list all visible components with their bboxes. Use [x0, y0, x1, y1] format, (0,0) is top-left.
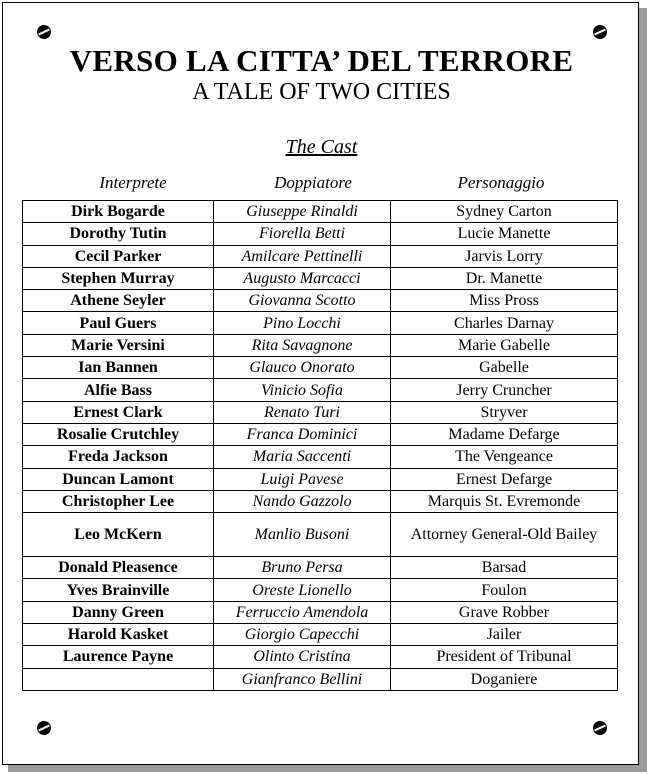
screw-icon	[37, 721, 51, 735]
cast-table	[22, 200, 618, 691]
cell-actor: Athene Seyler	[23, 290, 214, 312]
table-row	[23, 557, 618, 579]
table-row	[23, 267, 618, 289]
cell-actor: Cecil Parker	[23, 245, 214, 267]
table-row	[23, 646, 618, 668]
cell-actor: Ernest Clark	[23, 401, 214, 423]
screw-icon	[593, 25, 607, 39]
cell-actor: Dirk Bogarde	[23, 201, 214, 223]
cell-character: Jailer	[391, 624, 618, 646]
cell-actor: Donald Pleasence	[23, 557, 214, 579]
cell-character: Gabelle	[391, 357, 618, 379]
cell-character: Dr. Manette	[391, 267, 618, 289]
cell-dubber: Luigi Pavese	[214, 468, 391, 490]
column-header-dubber: Doppiatore	[274, 173, 352, 192]
column-header-actor: Interprete	[99, 173, 167, 192]
table-row	[23, 668, 618, 690]
table-row	[23, 446, 618, 468]
column-header-character: Personaggio	[457, 173, 545, 192]
table-row	[23, 423, 618, 445]
table-row	[23, 490, 618, 512]
cell-character: Jerry Cruncher	[391, 379, 618, 401]
table-row	[23, 601, 618, 623]
cell-dubber: Amilcare Pettinelli	[214, 245, 391, 267]
cell-character: Charles Darnay	[391, 312, 618, 334]
cell-character: Marie Gabelle	[391, 334, 618, 356]
table-row	[23, 624, 618, 646]
cell-character: Ernest Defarge	[391, 468, 618, 490]
cell-character: Barsad	[391, 557, 618, 579]
table-row	[23, 401, 618, 423]
cell-actor: Ian Bannen	[23, 357, 214, 379]
cell-actor: Yves Brainville	[23, 579, 214, 601]
cell-actor: Duncan Lamont	[23, 468, 214, 490]
table-row	[23, 379, 618, 401]
cell-dubber: Fiorella Betti	[214, 223, 391, 245]
cell-dubber: Gianfranco Bellini	[214, 668, 391, 690]
cell-dubber: Oreste Lionello	[214, 579, 391, 601]
table-row	[23, 513, 618, 557]
cell-dubber: Giorgio Capecchi	[214, 624, 391, 646]
cell-dubber: Glauco Onorato	[214, 357, 391, 379]
table-row	[23, 468, 618, 490]
cell-actor: Danny Green	[23, 601, 214, 623]
cell-dubber: Manlio Busoni	[214, 513, 391, 557]
cell-dubber: Rita Savagnone	[214, 334, 391, 356]
cell-actor: Alfie Bass	[23, 379, 214, 401]
cell-actor: Laurence Payne	[23, 646, 214, 668]
cell-dubber: Ferruccio Amendola	[214, 601, 391, 623]
table-row	[23, 201, 618, 223]
cell-actor	[23, 668, 214, 690]
cell-character: The Vengeance	[391, 446, 618, 468]
cell-dubber: Renato Turi	[214, 401, 391, 423]
cell-character: Miss Pross	[391, 290, 618, 312]
cell-dubber: Nando Gazzolo	[214, 490, 391, 512]
cell-dubber: Bruno Persa	[214, 557, 391, 579]
cell-actor: Paul Guers	[23, 312, 214, 334]
cell-character: Attorney General-Old Bailey	[391, 513, 618, 557]
cell-actor: Leo McKern	[23, 513, 214, 557]
table-row	[23, 223, 618, 245]
cell-character: Jarvis Lorry	[391, 245, 618, 267]
cell-character: Doganiere	[391, 668, 618, 690]
cell-actor: Freda Jackson	[23, 446, 214, 468]
table-row	[23, 579, 618, 601]
cast-plaque	[2, 2, 639, 765]
cell-actor: Rosalie Crutchley	[23, 423, 214, 445]
cell-actor: Christopher Lee	[23, 490, 214, 512]
table-row	[23, 290, 618, 312]
cell-dubber: Olinto Cristina	[214, 646, 391, 668]
table-row	[23, 245, 618, 267]
cell-actor: Marie Versini	[23, 334, 214, 356]
page-title: VERSO LA CITTA’ DEL TERRORE	[69, 43, 574, 78]
screw-icon	[37, 25, 51, 39]
cell-character: Sydney Carton	[391, 201, 618, 223]
cell-dubber: Pino Locchi	[214, 312, 391, 334]
table-row	[23, 357, 618, 379]
cell-character: Madame Defarge	[391, 423, 618, 445]
cell-character: Stryver	[391, 401, 618, 423]
cell-character: Marquis St. Evremonde	[391, 490, 618, 512]
cell-actor: Dorothy Tutin	[23, 223, 214, 245]
cell-dubber: Augusto Marcacci	[214, 267, 391, 289]
cell-dubber: Giuseppe Rinaldi	[214, 201, 391, 223]
cell-dubber: Vinicio Sofia	[214, 379, 391, 401]
screw-icon	[593, 721, 607, 735]
cell-dubber: Franca Dominici	[214, 423, 391, 445]
cell-character: President of Tribunal	[391, 646, 618, 668]
cell-character: Lucie Manette	[391, 223, 618, 245]
section-heading: The Cast	[285, 136, 358, 158]
cell-actor: Harold Kasket	[23, 624, 214, 646]
cell-actor: Stephen Murray	[23, 267, 214, 289]
table-row	[23, 312, 618, 334]
page-subtitle: A TALE OF TWO CITIES	[192, 79, 451, 105]
table-row	[23, 334, 618, 356]
cell-dubber: Giovanna Scotto	[214, 290, 391, 312]
cell-dubber: Maria Saccenti	[214, 446, 391, 468]
cell-character: Grave Robber	[391, 601, 618, 623]
cell-character: Foulon	[391, 579, 618, 601]
